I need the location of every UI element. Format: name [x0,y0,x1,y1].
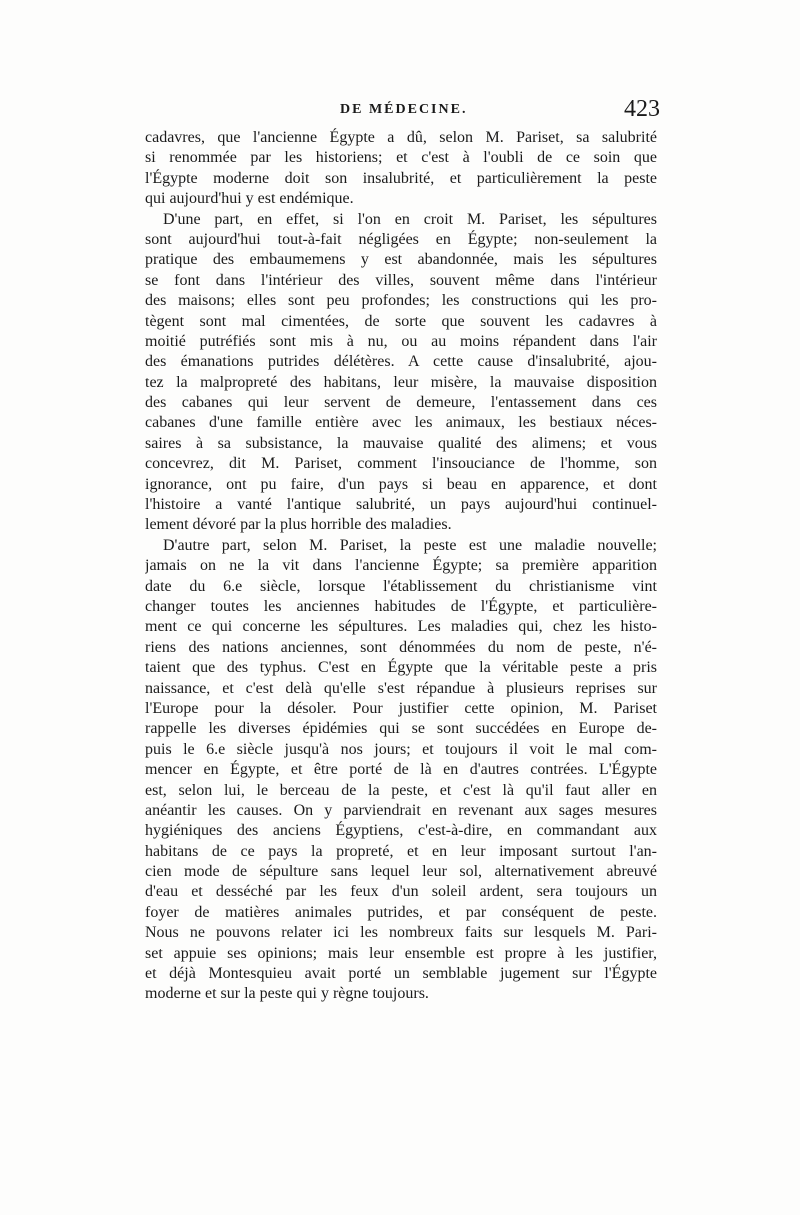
text-line: tez la malpropreté des habitans, leur misère, la mauvaise disposition [145,373,657,391]
text-line: des émanations putrides délétères. A cette cause d'insalubrité, ajou- [145,353,657,371]
text-line: et déjà Montesquieu avait porté un semblable jugement sur l'Égypte [145,965,657,983]
text-line: saires à sa subsistance, la mauvaise qualité des alimens; et vous [145,434,657,452]
text-line: rappelle les diverses épidémies qui se sont succédées en Europe de- [145,720,657,738]
text-line: lement dévoré par la plus horrible des maladies. [145,516,452,534]
text-line: concevrez, dit M. Pariset, comment l'insouciance de l'homme, son [145,455,657,473]
running-head: DE MÉDECINE. [340,102,468,117]
text-line: habitans de ce pays la propreté, et en leur imposant surtout l'an- [145,842,657,860]
text-line: mencer en Égypte, et être porté de là en d'autres contrées. L'Égypte [145,761,657,779]
text-line: cabanes d'une famille entière avec les animaux, les bestiaux néces- [145,414,657,432]
text-line: anéantir les causes. On y parviendrait en revenant aux sages mesures [145,801,657,819]
text-line: taient que des typhus. C'est en Égypte que la véritable peste a pris [145,659,657,677]
text-line: qui aujourd'hui y est endémique. [145,190,354,208]
text-line: se font dans l'intérieur des villes, souvent même dans l'intérieur [145,271,657,289]
text-line: si renommée par les historiens; et c'est à l'oubli de ce soin que [145,149,657,167]
text-line: Nous ne pouvons relater ici les nombreux faits sur lesquels M. Pari- [145,924,657,942]
text-line: ignorance, ont pu faire, d'un pays si beau en apparence, et dont [145,475,657,493]
text-line: ment ce qui concerne les sépultures. Les maladies qui, chez les histo- [145,618,657,636]
text-line: moitié putréfiés sont mis à nu, ou au moins répandent dans l'air [145,332,657,350]
text-line: est, selon lui, le berceau de la peste, et c'est là qu'il faut aller en [145,781,657,799]
text-line: hygiéniques des anciens Égyptiens, c'est-à-dire, en commandant aux [145,822,657,840]
text-line: jamais on ne la vit dans l'ancienne Égypte; sa première apparition [145,557,657,575]
text-line: d'eau et desséché par les feux d'un soleil ardent, sera toujours un [145,883,657,901]
text-line: date du 6.e siècle, lorsque l'établissement du christianisme vint [145,577,657,595]
page-number: 423 [624,96,660,122]
text-line: foyer de matières animales putrides, et par conséquent de peste. [145,903,657,921]
text-line: cadavres, que l'ancienne Égypte a dû, selon M. Pariset, sa salubrité [145,129,657,146]
text-line: l'Europe pour la désoler. Pour justifier cette opinion, M. Pariset [145,699,657,717]
text-line: cien mode de sépulture sans lequel leur sol, alternativement abreuvé [145,863,657,881]
text-line: D'une part, en effet, si l'on en croit M. Pariset, les sépultures [163,210,657,228]
page-header [145,96,660,126]
text-line: riens des nations anciennes, sont dénommées du nom de peste, n'é- [145,638,657,656]
text-line: des cabanes qui leur servent de demeure, l'entassement dans ces [145,394,657,412]
text-line: D'autre part, selon M. Pariset, la peste est une maladie nouvelle; [163,536,657,554]
text-line: l'histoire a vanté l'antique salubrité, un pays aujourd'hui continuel- [145,496,657,514]
text-line: changer toutes les anciennes habitudes de l'Égypte, et particulière- [145,597,657,615]
text-line: naissance, et c'est delà qu'elle s'est répandue à plusieurs reprises sur [145,679,657,697]
text-line: sont aujourd'hui tout-à-fait négligées en Égypte; non-seulement la [145,230,657,248]
text-line: tègent sont mal cimentées, de sorte que souvent les cadavres à [145,312,657,330]
text-line: pratique des embaumemens y est abandonnée, mais les sépultures [145,251,657,269]
text-line: set appuie ses opinions; mais leur ensemble est propre à les justifier, [145,944,657,962]
body-text [145,128,657,1005]
text-line: puis le 6.e siècle jusqu'à nos jours; et toujours il voit le mal com- [145,740,657,758]
text-line: des maisons; elles sont peu profondes; les constructions qui les pro- [145,292,657,310]
text-line: moderne et sur la peste qui y règne toujours. [145,985,429,1003]
text-line: l'Égypte moderne doit son insalubrité, et particulièrement la peste [145,169,657,187]
